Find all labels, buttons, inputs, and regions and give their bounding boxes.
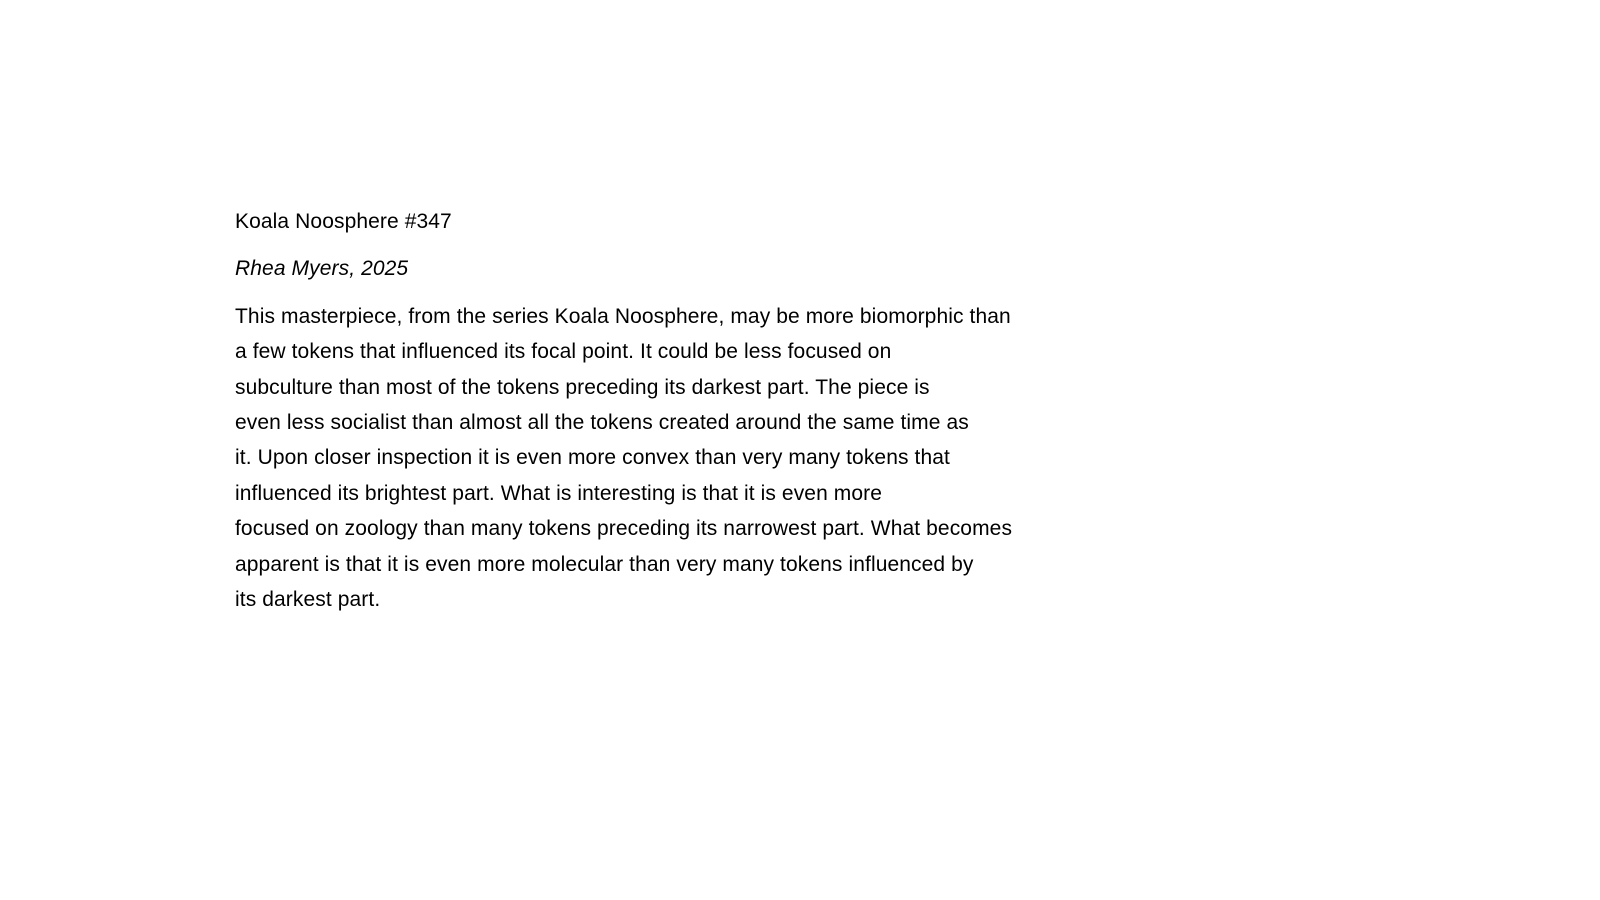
description-line: This masterpiece, from the series Koala Noosphere, may be more biomorphic than: [235, 304, 1011, 328]
description-line: a few tokens that influenced its focal point. It could be less focused on: [235, 340, 892, 364]
artwork-title: Koala Noosphere #347: [235, 210, 452, 233]
description-line: subculture than most of the tokens preceding its darkest part. The piece is: [235, 375, 930, 399]
artwork-byline: Rhea Myers, 2025: [235, 257, 409, 281]
artwork-description: [235, 299, 1115, 618]
description-line: it. Upon closer inspection it is even more convex than very many tokens that: [235, 446, 950, 470]
description-line: influenced its brightest part. What is interesting is that it is even more: [235, 481, 883, 505]
description-line: even less socialist than almost all the tokens created around the same time as: [235, 411, 969, 435]
artwork-description-block: [235, 204, 1115, 617]
description-line: its darkest part.: [235, 588, 381, 612]
description-line: focused on zoology than many tokens preceding its narrowest part. What becomes: [235, 517, 1013, 541]
description-line: apparent is that it is even more molecular than very many tokens influenced by: [235, 552, 974, 576]
